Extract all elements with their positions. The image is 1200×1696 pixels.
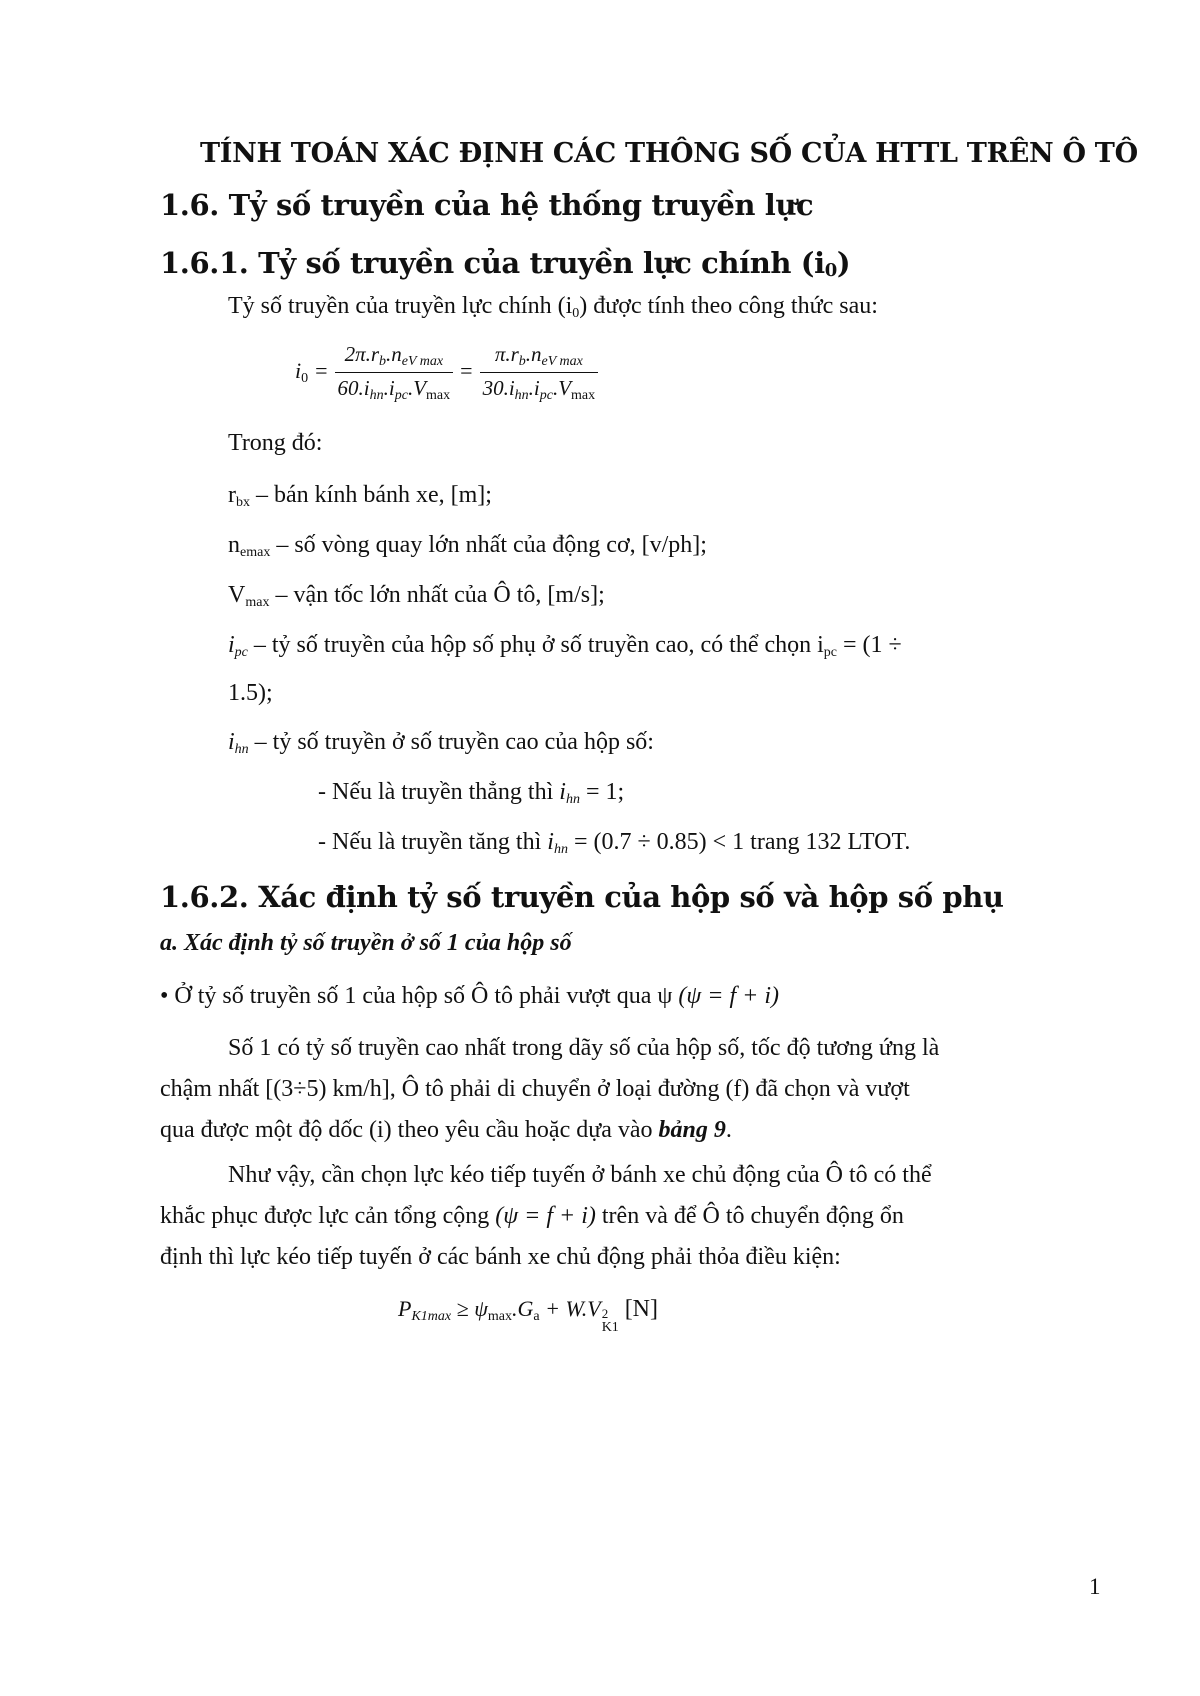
heading-1-6-2: 1.6.2. Xác định tỷ số truyền của hộp số và hộp số phụ	[160, 880, 1004, 914]
where-label: Trong đó:	[228, 430, 323, 456]
heading-1-6: 1.6. Tỷ số truyền của hệ thống truyền lực	[160, 188, 814, 222]
def-vmax: $V_{max}$ – vận tốc lớn nhất của Ô tô, [m/s];	[228, 582, 605, 610]
case-direct: - Nếu là truyền thẳng thì ihn = 1;	[318, 779, 625, 807]
def-ihn: ihn – tỷ số truyền ở số truyền cao của hộp số:	[228, 729, 654, 757]
page-title: TÍNH TOÁN XÁC ĐỊNH CÁC THÔNG SỐ CỦA HTTL TRÊN Ô TÔ	[200, 138, 1138, 169]
formula-i0: $i_0$ = $\frac{\text{2π.rb.neV max}}{60.ihn.ipc.V_{max}}$ = $\frac{\text{π.rb.neV max}}{30.ihn.ipc.V_{max}}$	[295, 342, 598, 404]
paragraph-2-line-3: định thì lực kéo tiếp tuyến ở các bánh xe chủ động phải thỏa điều kiện:	[160, 1244, 841, 1270]
intro-line: Tỷ số truyền của truyền lực chính $(i_0)$ được tính theo công thức sau:	[228, 293, 878, 321]
page-number: 1	[1089, 1574, 1101, 1599]
fraction-1: $\frac{\text{2π.rb.neV max}}{60.ihn.ipc.V_{max}}$	[335, 342, 454, 404]
def-rbx: $r_{bx}$ – bán kính bánh xe, [m];	[228, 482, 492, 510]
paragraph-1-line-3: qua được một độ dốc (i) theo yêu cầu hoặc dựa vào bảng 9.	[160, 1117, 732, 1143]
fraction-2: $\frac{\text{π.rb.neV max}}{30.ihn.ipc.V_{max}}$	[480, 342, 599, 404]
bullet-line: • Ở tỷ số truyền số 1 của hộp số Ô tô phải vượt qua ψ (ψ = f + i)	[160, 983, 780, 1009]
def-ipc: ipc – tỷ số truyền của hộp số phụ ở số truyền cao, có thể chọn $i_{pc} = (1$ ÷	[228, 632, 902, 660]
heading-1-6-1: 1.6.1. Tỷ số truyền của truyền lực chính (i0)	[160, 246, 851, 281]
paragraph-1-line-1: Số 1 có tỷ số truyền cao nhất trong dãy số của hộp số, tốc độ tương ứng là	[228, 1035, 940, 1061]
def-nemax: $n_{emax}$ – số vòng quay lớn nhất của động cơ, [v/ph];	[228, 532, 707, 560]
def-ipc-line2: 1.5);	[228, 680, 273, 706]
subheading-a: a. Xác định tỷ số truyền ở số 1 của hộp số	[160, 930, 572, 956]
paragraph-2-line-1: Như vậy, cần chọn lực kéo tiếp tuyến ở bánh xe chủ động của Ô tô có thể	[228, 1162, 932, 1188]
case-overdrive: - Nếu là truyền tăng thì ihn = (0.7 ÷ 0.85) < 1 trang 132 LTOT.	[318, 829, 911, 857]
formula-pk1max: $PK1\max \ge \psi_{max}.G_a + W.V$ 2 K1 [N]	[398, 1296, 659, 1335]
paragraph-2-line-2: khắc phục được lực cản tổng cộng (ψ = f + i) trên và để Ô tô chuyển động ổn	[160, 1203, 904, 1229]
paragraph-1-line-2: chậm nhất [(3÷5) km/h], Ô tô phải di chuyển ở loại đường (f) đã chọn và vượt	[160, 1076, 910, 1102]
